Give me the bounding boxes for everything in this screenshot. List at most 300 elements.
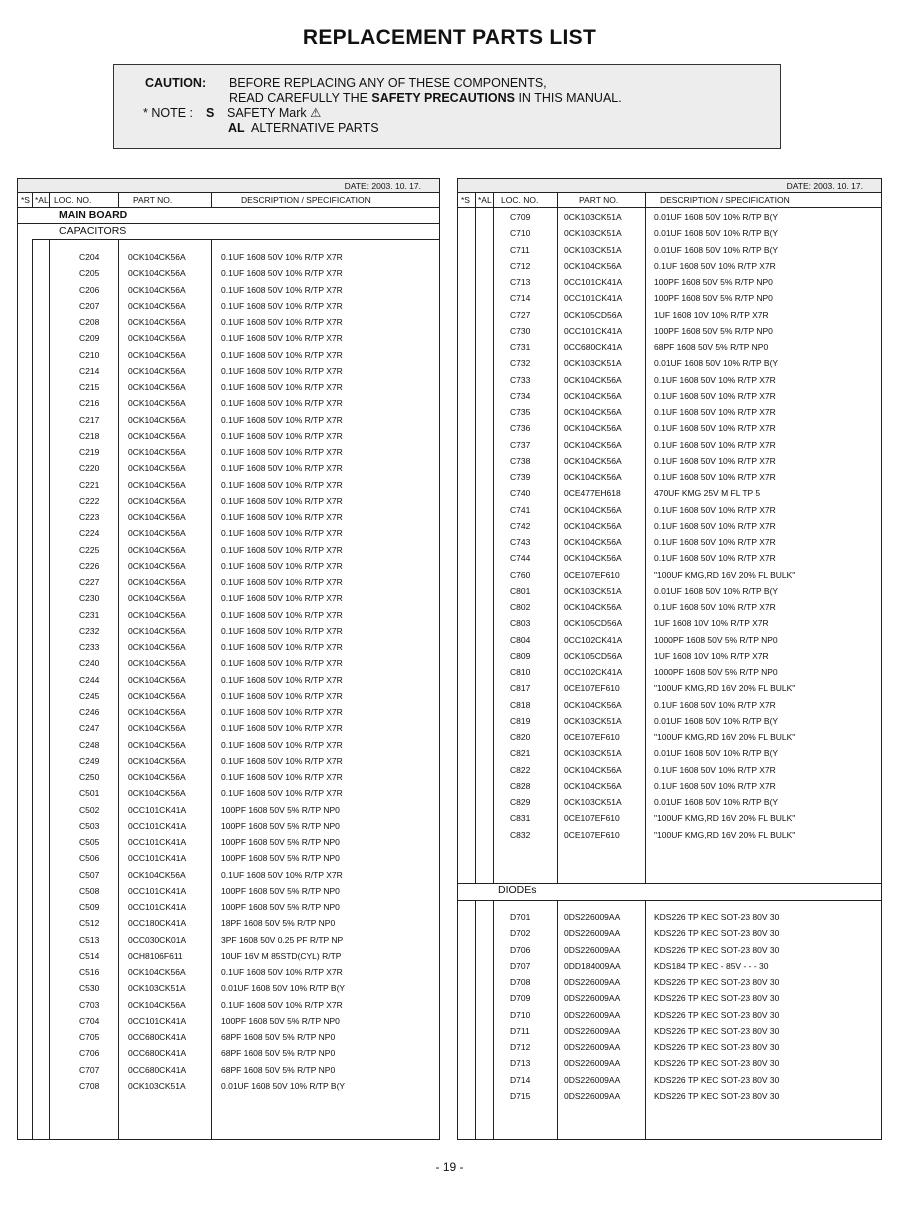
description: 68PF 1608 50V 5% R/TP NP0 xyxy=(221,1048,336,1059)
table-row xyxy=(458,437,881,453)
description: 0.1UF 1608 50V 10% R/TP X7R xyxy=(654,455,776,466)
loc-no: C503 xyxy=(79,820,100,831)
description: 0.1UF 1608 50V 10% R/TP X7R xyxy=(221,430,343,441)
description: 100PF 1608 50V 5% R/TP NP0 xyxy=(654,277,773,287)
part-no: 0CC101CK41A xyxy=(128,1015,187,1026)
table-header xyxy=(18,193,439,208)
part-no: 0DS226009AA xyxy=(564,1025,621,1036)
part-no: 0CK104CK56A xyxy=(128,967,186,977)
table-row xyxy=(18,1045,439,1061)
table-row xyxy=(458,534,881,550)
loc-no: C205 xyxy=(79,268,100,279)
part-no: 0CK104CK56A xyxy=(564,764,622,775)
description: 68PF 1608 50V 5% R/TP NP0 xyxy=(221,1064,336,1075)
table-row xyxy=(458,632,881,648)
part-no: 0CK103CK51A xyxy=(128,983,186,994)
part-no: 0CC180CK41A xyxy=(128,918,187,929)
description: 1UF 1608 10V 10% R/TP X7R xyxy=(654,650,769,661)
description: 100PF 1608 50V 5% R/TP NP0 xyxy=(221,902,340,912)
table-row xyxy=(18,1078,439,1094)
table-row xyxy=(458,274,881,290)
description: 0.1UF 1608 50V 10% R/TP X7R xyxy=(654,537,776,547)
loc-no: C217 xyxy=(79,414,100,425)
part-no: 0DS226009AA xyxy=(564,928,621,939)
description: 1000PF 1608 50V 5% R/TP NP0 xyxy=(654,667,778,677)
part-no: 0CE107EF610 xyxy=(564,683,620,694)
table-row xyxy=(458,242,881,258)
part-no: 0CK104CK56A xyxy=(564,260,622,271)
loc-no: C760 xyxy=(510,569,531,580)
part-no: 0CK104CK56A xyxy=(128,690,186,701)
part-no: 0CC102CK41A xyxy=(564,667,623,677)
part-no: 0CC101CK41A xyxy=(128,820,187,831)
table-row xyxy=(18,980,439,996)
table-row xyxy=(18,477,439,493)
loc-no: C220 xyxy=(79,463,100,474)
table-row xyxy=(18,574,439,590)
description: 0.1UF 1608 50V 10% R/TP X7R xyxy=(221,463,343,474)
part-no: 0CK103CK51A xyxy=(564,228,622,239)
part-no: 0CK104CK56A xyxy=(564,455,622,466)
table-row xyxy=(458,1039,881,1055)
part-no: 0CE107EF610 xyxy=(564,569,620,580)
loc-no: C248 xyxy=(79,739,100,750)
part-no: 0CK104CK56A xyxy=(128,512,186,522)
part-no: 0CK104CK56A xyxy=(564,407,622,417)
part-no: 0CK104CK56A xyxy=(128,300,186,311)
loc-no: C507 xyxy=(79,869,100,880)
table-row xyxy=(458,485,881,501)
part-no: 0CK104CK56A xyxy=(564,390,622,401)
loc-no: C703 xyxy=(79,999,100,1010)
description: KDS226 TP KEC SOT-23 80V 30 xyxy=(654,1058,780,1069)
table-row xyxy=(458,209,881,225)
table-row xyxy=(18,395,439,411)
description: 0.1UF 1608 50V 10% R/TP X7R xyxy=(221,447,343,457)
loc-no: C734 xyxy=(510,390,531,401)
part-no: 0CK104CK56A xyxy=(128,869,186,880)
table-row xyxy=(458,404,881,420)
loc-no: C218 xyxy=(79,430,100,441)
part-no: 0CK103CK51A xyxy=(564,748,622,759)
loc-no: C249 xyxy=(79,755,100,766)
description: "100UF KMG,RD 16V 20% FL BULK" xyxy=(654,732,796,742)
part-no: 0CK104CK56A xyxy=(128,755,186,766)
description: 0.01UF 1608 50V 10% R/TP B(Y xyxy=(654,228,779,239)
part-no: 0DD184009AA xyxy=(564,960,621,971)
part-no: 0CK104CK56A xyxy=(128,723,186,734)
description: 0.1UF 1608 50V 10% R/TP X7R xyxy=(654,699,776,710)
loc-no: C708 xyxy=(79,1080,100,1091)
part-no: 0CK103CK51A xyxy=(564,358,622,369)
table-row xyxy=(18,932,439,948)
loc-no: C730 xyxy=(510,325,531,336)
part-no: 0CC102CK41A xyxy=(564,634,623,645)
loc-no: C739 xyxy=(510,472,531,482)
page-title: REPLACEMENT PARTS LIST xyxy=(302,26,597,49)
table-row xyxy=(458,810,881,826)
part-no: 0CC101CK41A xyxy=(564,277,623,287)
description: 0.1UF 1608 50V 10% R/TP X7R xyxy=(221,414,343,425)
part-no: 0CK104CK56A xyxy=(564,504,622,515)
loc-no: C514 xyxy=(79,950,100,961)
description: 100PF 1608 50V 5% R/TP NP0 xyxy=(221,1015,340,1026)
col-desc-header: DESCRIPTION / SPECIFICATION xyxy=(660,195,790,205)
part-no: 0CK104CK56A xyxy=(128,577,186,587)
loc-no: D701 xyxy=(510,912,531,922)
loc-no: C208 xyxy=(79,317,100,327)
caution-box xyxy=(113,64,781,149)
col-part-header: PART NO. xyxy=(579,195,619,205)
description: 0.1UF 1608 50V 10% R/TP X7R xyxy=(654,374,776,385)
description: 0.1UF 1608 50V 10% R/TP X7R xyxy=(221,349,343,360)
table-row xyxy=(18,363,439,379)
table-row xyxy=(18,639,439,655)
table-row xyxy=(18,964,439,980)
loc-no: C736 xyxy=(510,423,531,434)
table-row xyxy=(18,688,439,704)
loc-no: C219 xyxy=(79,447,100,457)
loc-no: C226 xyxy=(79,560,100,571)
description: 0.1UF 1608 50V 10% R/TP X7R xyxy=(221,479,343,490)
description: 0.01UF 1608 50V 10% R/TP B(Y xyxy=(654,212,779,222)
loc-no: C804 xyxy=(510,634,531,645)
table-row xyxy=(18,720,439,736)
loc-no: C742 xyxy=(510,520,531,531)
caution-line1: BEFORE REPLACING ANY OF THESE COMPONENTS, xyxy=(229,76,547,90)
description: 18PF 1608 50V 5% R/TP NP0 xyxy=(221,918,336,929)
table-row xyxy=(458,778,881,794)
loc-no: D714 xyxy=(510,1074,531,1085)
part-no: 0CK104CK56A xyxy=(128,252,186,262)
part-no: 0CC101CK41A xyxy=(564,293,623,304)
description: 0.1UF 1608 50V 10% R/TP X7R xyxy=(654,407,776,417)
loc-no: C712 xyxy=(510,260,531,271)
part-no: 0CK104CK56A xyxy=(564,423,622,434)
table-header-right xyxy=(458,193,881,208)
table-row xyxy=(458,1055,881,1071)
table-row xyxy=(458,762,881,778)
table-row xyxy=(18,899,439,915)
table-row xyxy=(18,444,439,460)
description: 10UF 16V M 85STD(CYL) R/TP xyxy=(221,950,342,961)
table-row xyxy=(458,925,881,941)
loc-no: C820 xyxy=(510,732,531,742)
part-no: 0CK103CK51A xyxy=(564,715,622,726)
table-row xyxy=(458,518,881,534)
caution-label: CAUTION: xyxy=(145,76,207,90)
loc-no: D710 xyxy=(510,1009,531,1020)
table-row xyxy=(18,460,439,476)
description: 0.01UF 1608 50V 10% R/TP B(Y xyxy=(221,1080,346,1091)
description: 100PF 1608 50V 5% R/TP NP0 xyxy=(654,325,773,336)
description: 0.1UF 1608 50V 10% R/TP X7R xyxy=(221,300,343,311)
loc-no: C704 xyxy=(79,1015,100,1026)
diode-rows xyxy=(458,909,881,1104)
description: 68PF 1608 50V 5% R/TP NP0 xyxy=(221,1032,336,1042)
table-row xyxy=(458,745,881,761)
description: 0.1UF 1608 50V 10% R/TP X7R xyxy=(221,398,343,409)
part-no: 0DS226009AA xyxy=(564,1090,621,1101)
description: 0.1UF 1608 50V 10% R/TP X7R xyxy=(221,593,343,604)
loc-no: C240 xyxy=(79,658,100,669)
part-no: 0CK104CK56A xyxy=(564,553,622,564)
table-row xyxy=(458,355,881,371)
description: 0.1UF 1608 50V 10% R/TP X7R xyxy=(654,780,776,791)
loc-no: C233 xyxy=(79,642,100,652)
loc-no: C831 xyxy=(510,813,531,824)
part-no: 0CC680CK41A xyxy=(564,342,623,352)
table-row xyxy=(458,599,881,615)
part-no: 0CK104CK56A xyxy=(128,398,186,409)
loc-no: C506 xyxy=(79,853,100,864)
part-no: 0CK104CK56A xyxy=(128,593,186,604)
table-row xyxy=(18,655,439,671)
part-no: 0CK104CK56A xyxy=(128,560,186,571)
loc-no: D709 xyxy=(510,993,531,1004)
loc-no: C735 xyxy=(510,407,531,417)
loc-no: C530 xyxy=(79,983,100,994)
description: 0.1UF 1608 50V 10% R/TP X7R xyxy=(221,739,343,750)
description: "100UF KMG,RD 16V 20% FL BULK" xyxy=(654,829,796,840)
description: 100PF 1608 50V 5% R/TP NP0 xyxy=(654,293,773,304)
description: KDS226 TP KEC SOT-23 80V 30 xyxy=(654,1074,780,1085)
table-row xyxy=(18,1029,439,1045)
description: 0.1UF 1608 50V 10% R/TP X7R xyxy=(654,602,776,612)
table-row xyxy=(458,388,881,404)
description: 470UF KMG 25V M FL TP 5 xyxy=(654,488,761,499)
loc-no: C819 xyxy=(510,715,531,726)
loc-no: C829 xyxy=(510,797,531,807)
table-row xyxy=(18,347,439,363)
table-row xyxy=(18,249,439,265)
loc-no: C706 xyxy=(79,1048,100,1059)
table-row xyxy=(18,330,439,346)
description: 1UF 1608 10V 10% R/TP X7R xyxy=(654,309,769,320)
table-row xyxy=(458,583,881,599)
loc-no: C737 xyxy=(510,439,531,450)
table-row xyxy=(458,550,881,566)
table-row xyxy=(18,672,439,688)
col-loc-header: LOC. NO. xyxy=(54,195,92,205)
part-no: 0CK104CK56A xyxy=(128,674,186,685)
part-no: 0CK104CK56A xyxy=(128,284,186,295)
loc-no: C821 xyxy=(510,748,531,759)
part-no: 0CC101CK41A xyxy=(128,837,187,847)
description: 0.1UF 1608 50V 10% R/TP X7R xyxy=(221,544,343,555)
part-no: 0CK104CK56A xyxy=(128,382,186,392)
description: 0.01UF 1608 50V 10% R/TP B(Y xyxy=(221,983,346,994)
page-number: - 19 - xyxy=(435,1160,464,1174)
description: KDS226 TP KEC SOT-23 80V 30 xyxy=(654,944,780,955)
table-row xyxy=(458,1007,881,1023)
description: 0.1UF 1608 50V 10% R/TP X7R xyxy=(221,788,343,799)
part-no: 0DS226009AA xyxy=(564,977,621,987)
part-no: 0CK103CK51A xyxy=(564,244,622,255)
table-row xyxy=(458,339,881,355)
loc-no: C710 xyxy=(510,228,531,239)
description: 0.1UF 1608 50V 10% R/TP X7R xyxy=(221,333,343,344)
date-bar-right: DATE: 2003. 10. 17. xyxy=(458,179,881,193)
description: 1UF 1608 10V 10% R/TP X7R xyxy=(654,618,769,629)
description: 0.1UF 1608 50V 10% R/TP X7R xyxy=(654,390,776,401)
description: 0.1UF 1608 50V 10% R/TP X7R xyxy=(221,577,343,587)
loc-no: C727 xyxy=(510,309,531,320)
part-no: 0CE107EF610 xyxy=(564,829,620,840)
description: 0.1UF 1608 50V 10% R/TP X7R xyxy=(221,658,343,669)
part-no: 0CK104CK56A xyxy=(128,707,186,717)
description: 0.1UF 1608 50V 10% R/TP X7R xyxy=(221,560,343,571)
description: 0.1UF 1608 50V 10% R/TP X7R xyxy=(221,382,343,392)
description: "100UF KMG,RD 16V 20% FL BULK" xyxy=(654,813,796,824)
table-row xyxy=(458,680,881,696)
part-no: 0CC030CK01A xyxy=(128,934,187,945)
loc-no: C707 xyxy=(79,1064,100,1075)
loc-no: D712 xyxy=(510,1042,531,1052)
part-no: 0CK104CK56A xyxy=(128,642,186,652)
s-text: SAFETY Mark ⚠ xyxy=(227,106,322,120)
table-row xyxy=(18,834,439,850)
table-row xyxy=(18,704,439,720)
table-row xyxy=(458,502,881,518)
description: 0.1UF 1608 50V 10% R/TP X7R xyxy=(221,317,343,327)
part-no: 0CC680CK41A xyxy=(128,1032,187,1042)
loc-no: C207 xyxy=(79,300,100,311)
table-row xyxy=(458,307,881,323)
right-rows xyxy=(458,209,881,843)
part-no: 0CK103CK51A xyxy=(564,585,622,596)
description: 0.1UF 1608 50V 10% R/TP X7R xyxy=(221,512,343,522)
loc-no: C501 xyxy=(79,788,100,799)
table-row xyxy=(458,794,881,810)
loc-no: C810 xyxy=(510,667,531,677)
table-row xyxy=(458,909,881,925)
part-no: 0CC101CK41A xyxy=(128,902,187,912)
description: 0.1UF 1608 50V 10% R/TP X7R xyxy=(654,504,776,515)
loc-no: C223 xyxy=(79,512,100,522)
part-no: 0CK104CK56A xyxy=(564,374,622,385)
table-row xyxy=(18,883,439,899)
description: KDS226 TP KEC SOT-23 80V 30 xyxy=(654,1090,780,1101)
loc-no: C216 xyxy=(79,398,100,409)
description: 0.1UF 1608 50V 10% R/TP X7R xyxy=(221,252,343,262)
part-no: 0CK105CD56A xyxy=(564,650,623,661)
loc-no: C215 xyxy=(79,382,100,392)
table-row xyxy=(458,258,881,274)
table-row xyxy=(18,867,439,883)
table-row xyxy=(18,753,439,769)
loc-no: C204 xyxy=(79,252,100,262)
loc-no: C741 xyxy=(510,504,531,515)
parts-table-right xyxy=(457,178,882,1140)
loc-no: C230 xyxy=(79,593,100,604)
table-row xyxy=(458,1023,881,1039)
part-no: 0DS226009AA xyxy=(564,912,621,922)
loc-no: C513 xyxy=(79,934,100,945)
table-row xyxy=(458,290,881,306)
description: 0.1UF 1608 50V 10% R/TP X7R xyxy=(221,999,343,1010)
part-no: 0CK103CK51A xyxy=(564,212,622,222)
loc-no: C509 xyxy=(79,902,100,912)
table-row xyxy=(18,769,439,785)
subsection-diodes: DIODEs xyxy=(498,884,537,896)
part-no: 0CK104CK56A xyxy=(564,780,622,791)
part-no: 0CK104CK56A xyxy=(128,447,186,457)
part-no: 0CK104CK56A xyxy=(128,528,186,539)
loc-no: C221 xyxy=(79,479,100,490)
part-no: 0CK104CK56A xyxy=(564,439,622,450)
part-no: 0CC101CK41A xyxy=(128,885,187,896)
table-row xyxy=(18,509,439,525)
loc-no: C714 xyxy=(510,293,531,304)
part-no: 0CK104CK56A xyxy=(128,479,186,490)
table-row xyxy=(458,942,881,958)
part-no: 0CK104CK56A xyxy=(128,365,186,376)
table-row xyxy=(18,265,439,281)
part-no: 0CK104CK56A xyxy=(564,602,622,612)
description: KDS226 TP KEC SOT-23 80V 30 xyxy=(654,1025,780,1036)
description: 0.01UF 1608 50V 10% R/TP B(Y xyxy=(654,585,779,596)
table-row xyxy=(458,697,881,713)
loc-no: C224 xyxy=(79,528,100,539)
loc-no: D713 xyxy=(510,1058,531,1069)
loc-no: C206 xyxy=(79,284,100,295)
part-no: 0CC101CK41A xyxy=(564,325,623,336)
loc-no: C801 xyxy=(510,585,531,596)
description: 0.1UF 1608 50V 10% R/TP X7R xyxy=(654,520,776,531)
part-no: 0CK103CK51A xyxy=(564,797,622,807)
part-no: 0CK104CK56A xyxy=(128,349,186,360)
part-no: 0CK104CK56A xyxy=(128,414,186,425)
description: 0.1UF 1608 50V 10% R/TP X7R xyxy=(221,609,343,620)
loc-no: D708 xyxy=(510,977,531,987)
description: 0.1UF 1608 50V 10% R/TP X7R xyxy=(221,625,343,636)
part-no: 0CE477EH618 xyxy=(564,488,621,499)
loc-no: C709 xyxy=(510,212,531,222)
table-row xyxy=(458,453,881,469)
description: 0.1UF 1608 50V 10% R/TP X7R xyxy=(221,707,343,717)
loc-no: C227 xyxy=(79,577,100,587)
description: 0.01UF 1608 50V 10% R/TP B(Y xyxy=(654,748,779,759)
loc-no: D711 xyxy=(510,1025,530,1036)
loc-no: C738 xyxy=(510,455,531,466)
description: 0.01UF 1608 50V 10% R/TP B(Y xyxy=(654,358,779,369)
loc-no: C222 xyxy=(79,495,100,506)
part-no: 0CE107EF610 xyxy=(564,732,620,742)
description: KDS226 TP KEC SOT-23 80V 30 xyxy=(654,1009,780,1020)
table-row xyxy=(458,567,881,583)
loc-no: C817 xyxy=(510,683,531,694)
description: 0.1UF 1608 50V 10% R/TP X7R xyxy=(221,284,343,295)
loc-no: C250 xyxy=(79,772,100,782)
part-no: 0DS226009AA xyxy=(564,1058,621,1069)
table-row xyxy=(458,958,881,974)
part-no: 0CK104CK56A xyxy=(564,520,622,531)
table-row xyxy=(18,1062,439,1078)
description: 0.1UF 1608 50V 10% R/TP X7R xyxy=(221,723,343,734)
description: 1000PF 1608 50V 5% R/TP NP0 xyxy=(654,634,778,645)
description: 0.01UF 1608 50V 10% R/TP B(Y xyxy=(654,244,779,255)
part-no: 0CK104CK56A xyxy=(128,463,186,474)
loc-no: C732 xyxy=(510,358,531,369)
description: KDS184 TP KEC - 85V - - - 30 xyxy=(654,960,769,971)
description: 0.1UF 1608 50V 10% R/TP X7R xyxy=(221,365,343,376)
table-row xyxy=(458,729,881,745)
part-no: 0CC680CK41A xyxy=(128,1064,187,1075)
note-label: * NOTE : xyxy=(143,106,194,120)
loc-no: C214 xyxy=(79,365,100,376)
date-bar: DATE: 2003. 10. 17. xyxy=(18,179,439,193)
